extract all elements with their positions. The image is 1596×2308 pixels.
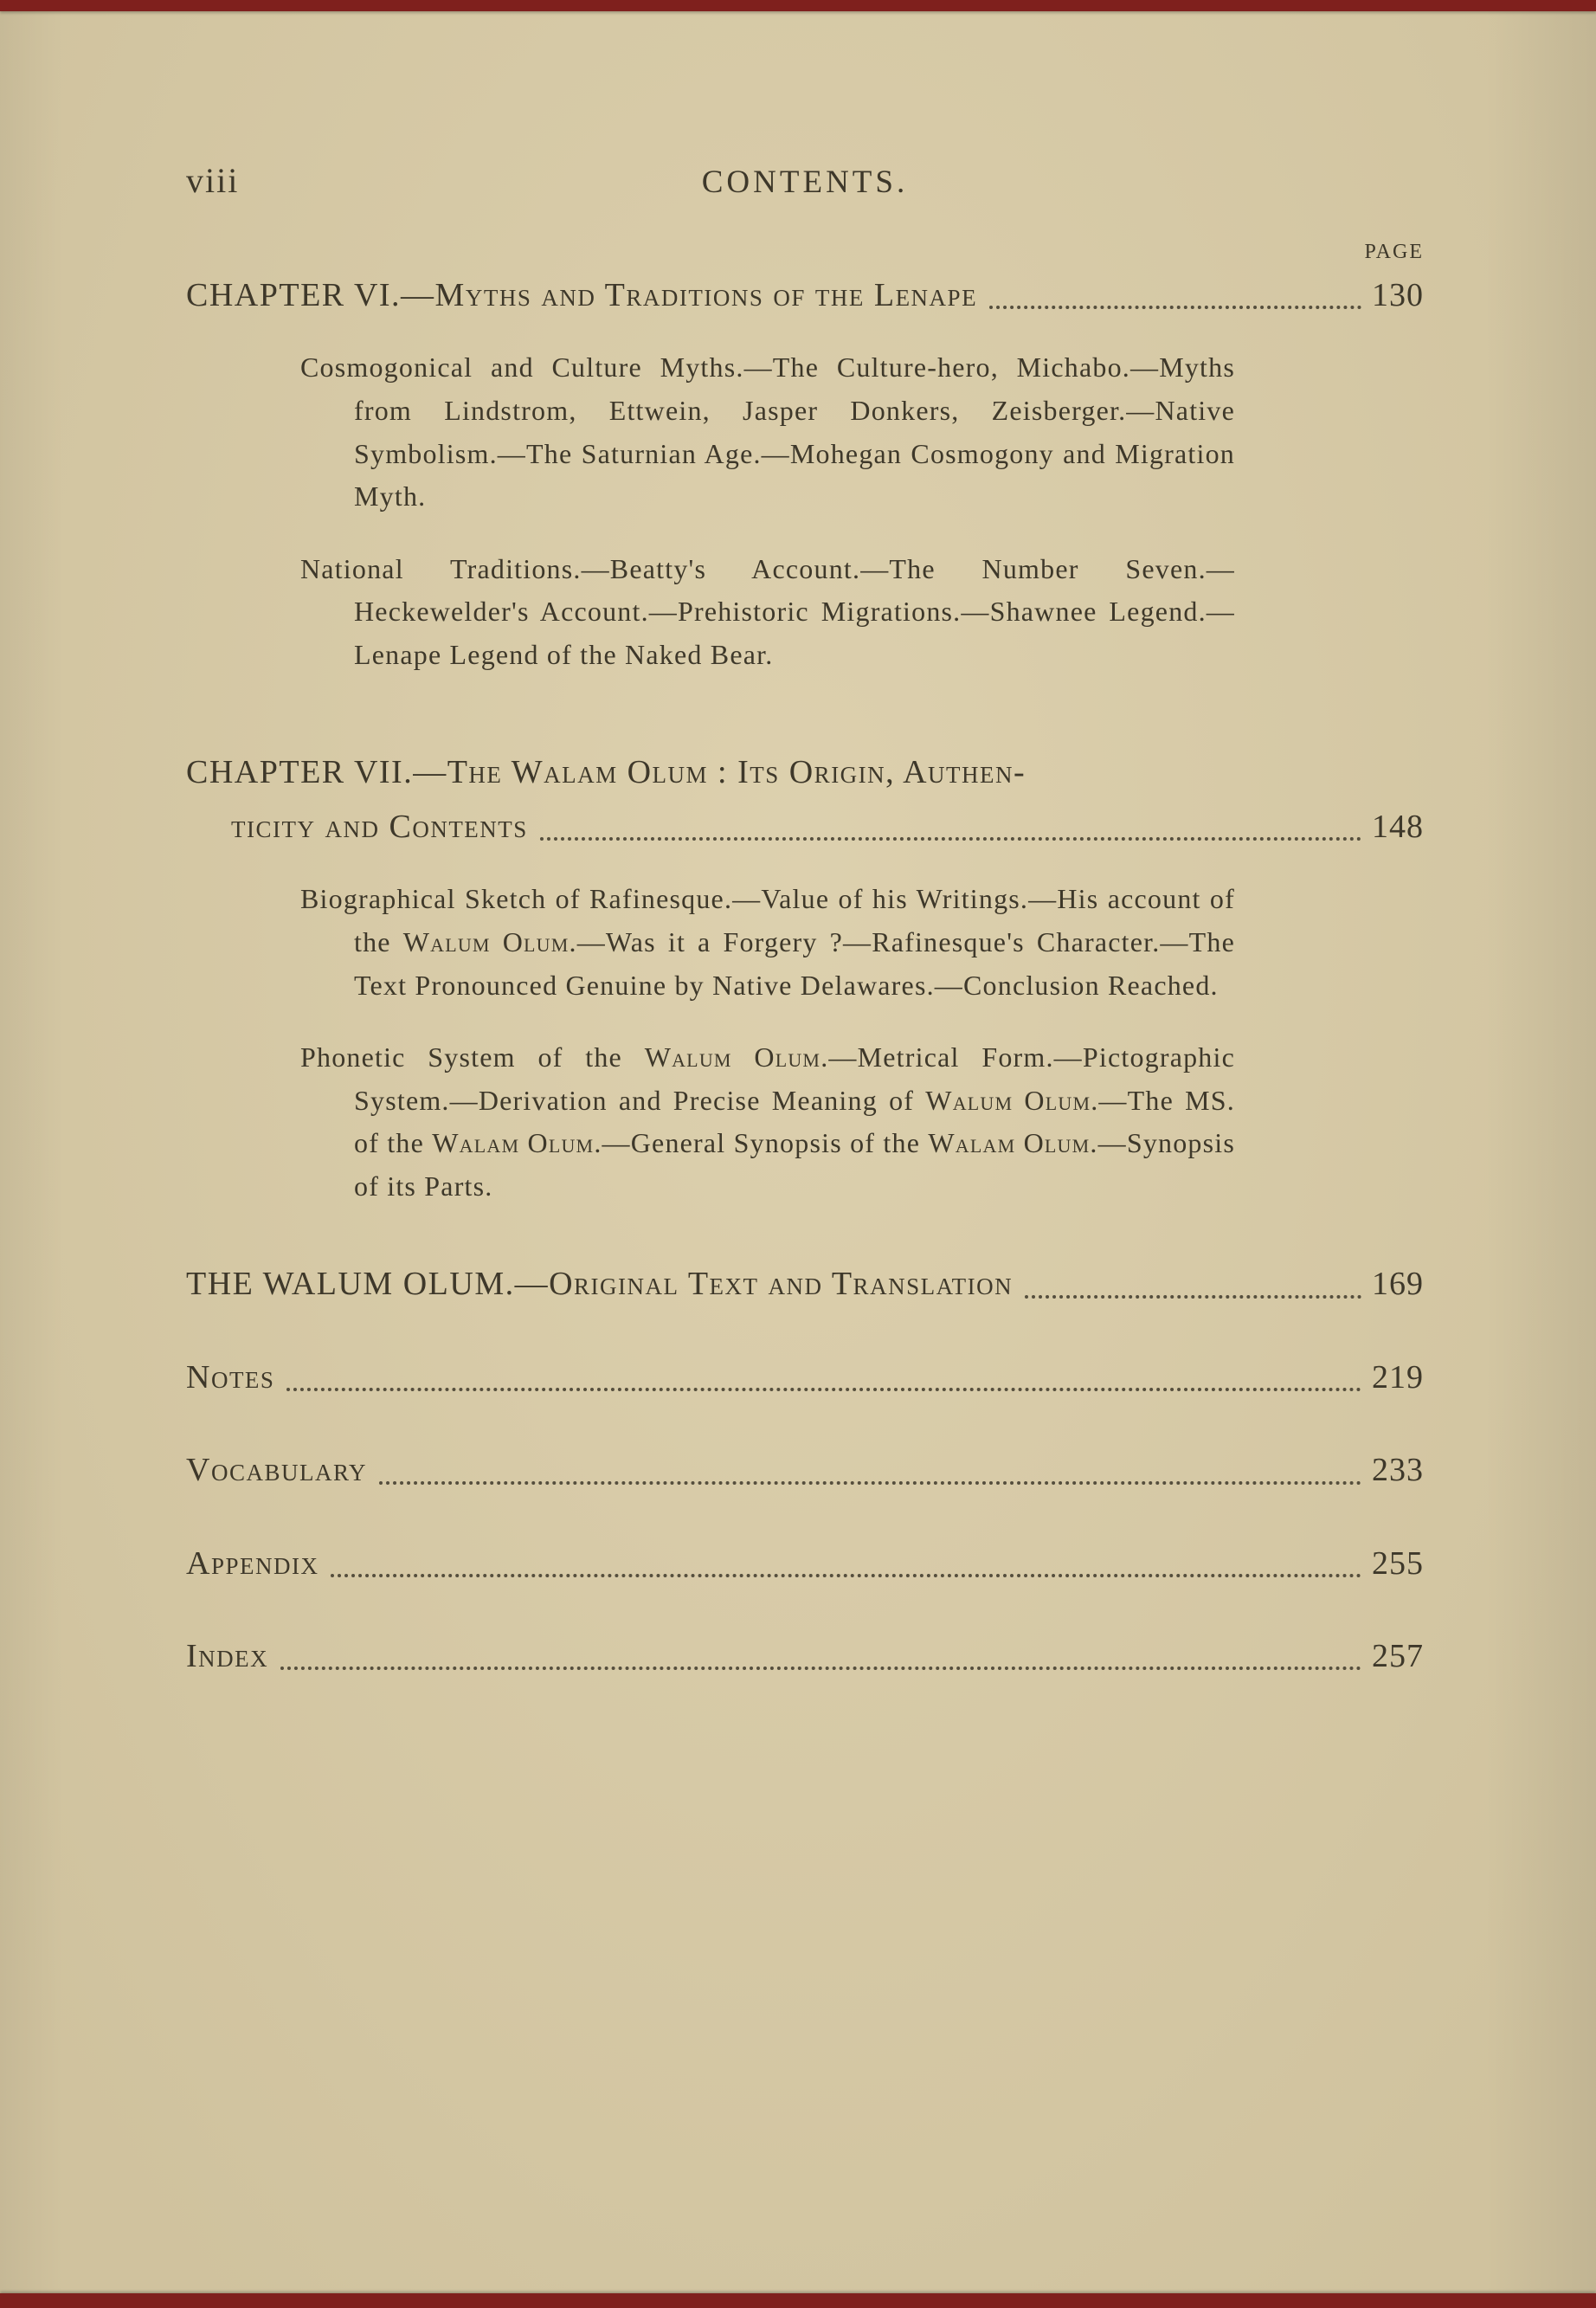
toc-line xyxy=(186,274,1424,317)
chapter-7-page-number: 148 xyxy=(1372,808,1424,845)
appendix-label: Appendix xyxy=(186,1544,319,1582)
toc-line xyxy=(186,1449,1424,1492)
dot-leader xyxy=(286,1388,1361,1391)
chapter-6-summary-paragraph-1: Cosmogonical and Culture Myths.—The Culture-hero, Michabo.—Myths from Lindstrom, Ettwein, Jasper Donkers, Zeisberger.—Native Symbolism.—The Saturnian Age.—Mohegan Cosmogony and Migration Myth. xyxy=(300,351,1235,513)
index-label: Index xyxy=(186,1638,269,1675)
toc-line xyxy=(186,751,1424,794)
dot-leader xyxy=(1025,1295,1361,1299)
walum-olum-title: THE WALUM OLUM.— xyxy=(186,1266,550,1303)
notes-page-number: 219 xyxy=(1372,1358,1424,1396)
walum-olum-page-number: 169 xyxy=(1372,1266,1424,1303)
toc-entry-chapter-7 xyxy=(186,751,1424,849)
vocabulary-page-number: 233 xyxy=(1372,1452,1424,1489)
vocabulary-label: Vocabulary xyxy=(186,1452,367,1489)
toc-entry-vocabulary xyxy=(186,1449,1424,1492)
toc-entry-notes xyxy=(186,1357,1424,1399)
appendix-page-number: 255 xyxy=(1372,1544,1424,1582)
chapter-6-number: CHAPTER VI.— xyxy=(186,277,435,313)
toc-entry-index xyxy=(186,1635,1424,1678)
dot-leader xyxy=(331,1574,1361,1577)
toc-line-continuation xyxy=(186,806,1424,848)
chapter-7-title-continuation: ticity and Contents xyxy=(231,808,528,845)
chapter-7-heading xyxy=(186,751,1026,794)
toc-line xyxy=(186,1543,1424,1585)
walum-olum-heading xyxy=(186,1263,1013,1306)
book-edge-band-bottom xyxy=(0,2293,1596,2308)
toc-line xyxy=(186,1263,1424,1306)
toc-line xyxy=(186,1635,1424,1678)
chapter-7-summary-paragraph-2: Phonetic System of the Walum Olum.—Metrical Form.—Pictographic System.—Derivation and Precise Meaning of Walum Olum.—The MS. of the Walam Olum.—General Synopsis of the Walam Olum.—Synopsis of its Parts. xyxy=(300,1041,1236,1202)
dot-leader xyxy=(989,306,1361,309)
toc-line xyxy=(186,1357,1424,1399)
contents-page xyxy=(0,11,1596,2293)
dot-leader xyxy=(540,837,1361,841)
chapter-7-number: CHAPTER VII.— xyxy=(186,753,447,790)
chapter-6-heading xyxy=(186,274,977,317)
chapter-6-page-number: 130 xyxy=(1372,277,1424,313)
dot-leader xyxy=(280,1667,1361,1670)
toc-entry-chapter-6 xyxy=(186,274,1424,317)
walum-olum-subtitle: Original Text and Translation xyxy=(549,1266,1014,1303)
index-page-number: 257 xyxy=(1372,1638,1424,1675)
page-header xyxy=(186,160,1424,201)
notes-label: Notes xyxy=(186,1358,275,1396)
folio-number: viii xyxy=(186,161,240,200)
page-title: CONTENTS. xyxy=(701,164,909,200)
chapter-7-title: The Walam Olum : Its Origin, Authen- xyxy=(447,753,1026,790)
toc-entry-walum-olum xyxy=(186,1263,1424,1306)
chapter-6-title: Myths and Traditions of the Lenape xyxy=(434,277,978,313)
chapter-7-summary-paragraph-1: Biographical Sketch of Rafinesque.—Value of his Writings.—His account of the Walum Olum.—Was it a Forgery ?—Rafinesque's Character.—The Text Pronounced Genuine by Native Delawares.—Conclusion Reached. xyxy=(300,883,1235,1001)
book-edge-band-top xyxy=(0,0,1596,11)
toc-entry-appendix xyxy=(186,1543,1424,1585)
chapter-6-summary-paragraph-2: National Traditions.—Beatty's Account.—The Number Seven.—Heckewelder's Account.—Prehistoric Migrations.—Shawnee Legend.—Lenape Legend of the Naked Bear. xyxy=(300,552,1235,670)
dot-leader xyxy=(379,1481,1361,1485)
page-column-label: PAGE xyxy=(1364,241,1424,263)
